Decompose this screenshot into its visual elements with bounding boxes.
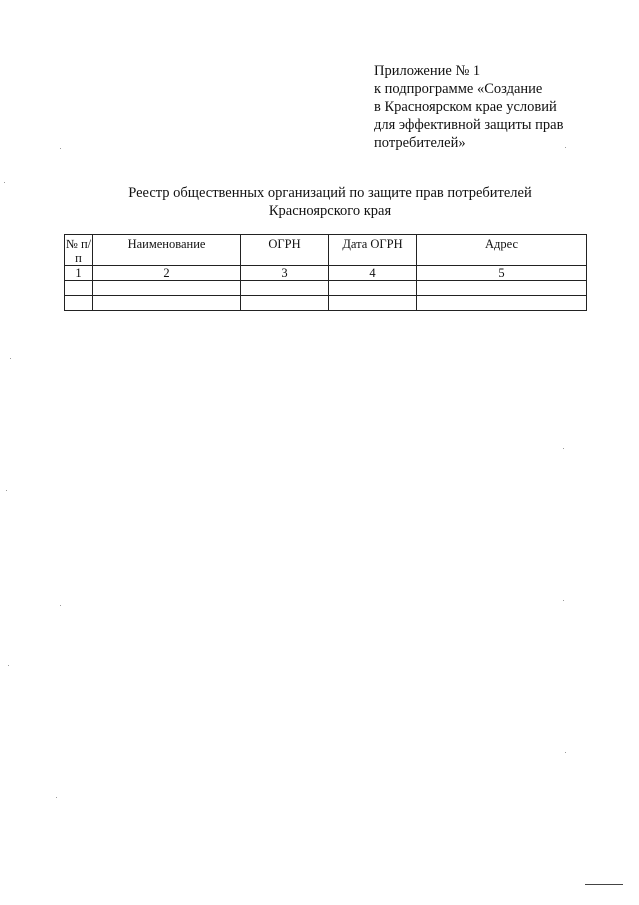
numbering-cell: 1 [65,266,93,281]
empty-cell [241,296,329,311]
header-number: № п/п [65,235,93,266]
appendix-line: потребителей» [374,135,466,151]
empty-cell [65,281,93,296]
scan-speck [563,600,564,601]
title-line-1: Реестр общественных организаций по защите прав потребителей [128,185,532,201]
empty-cell [93,281,241,296]
empty-cell [329,281,417,296]
scan-speck [60,605,61,606]
scan-speck [6,490,7,491]
appendix-note [374,62,614,152]
empty-cell [241,281,329,296]
empty-cell [417,296,587,311]
empty-cell [417,281,587,296]
table-row [65,281,587,296]
table-header-row [65,235,587,266]
scan-speck [565,147,566,148]
registry-table [64,234,587,311]
header-name: Наименование [93,235,241,266]
empty-cell [65,296,93,311]
numbering-cell: 2 [93,266,241,281]
header-ogrn-date: Дата ОГРН [329,235,417,266]
appendix-line: к подпрограмме «Создание [374,81,543,97]
empty-cell [93,296,241,311]
numbering-cell: 5 [417,266,587,281]
appendix-line: для эффективной защиты прав [374,117,564,133]
document-title [0,184,639,220]
scan-speck [8,665,9,666]
scan-speck [565,752,566,753]
numbering-cell: 3 [241,266,329,281]
title-line-2: Красноярского края [268,203,392,219]
scan-speck [56,797,57,798]
header-ogrn: ОГРН [241,235,329,266]
scan-speck [10,358,11,359]
scan-speck [563,448,564,449]
numbering-row [65,266,587,281]
footer-rule [585,884,623,885]
scan-speck [60,148,61,149]
numbering-cell: 4 [329,266,417,281]
appendix-line: Приложение № 1 [374,63,481,79]
scan-speck [4,182,5,183]
empty-cell [329,296,417,311]
appendix-line: в Красноярском крае условий [374,99,557,115]
header-address: Адрес [417,235,587,266]
table-row [65,296,587,311]
